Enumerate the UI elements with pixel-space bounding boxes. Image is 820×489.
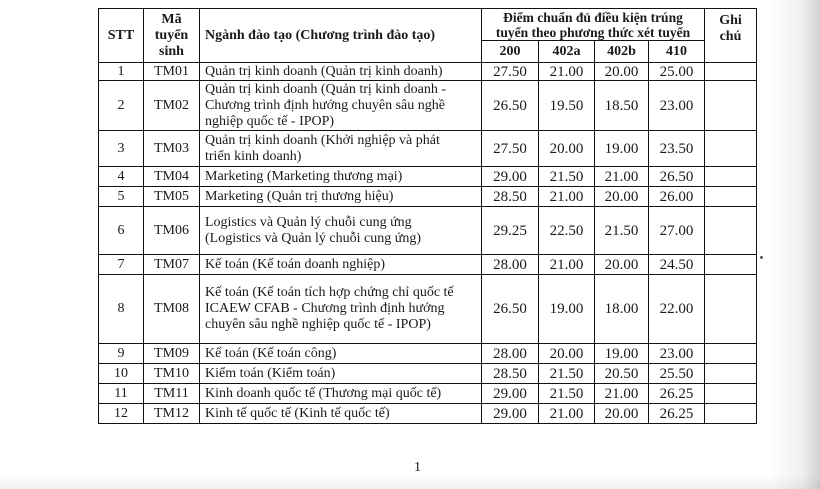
program-code-cell: TM05: [144, 187, 200, 207]
stt-cell: 3: [99, 131, 144, 167]
score-200-cell: 27.50: [482, 131, 539, 167]
header-stt: STT: [99, 9, 144, 63]
program-name-cell: [200, 404, 482, 424]
table-row: [99, 255, 757, 275]
score-402b-cell: 18.00: [595, 275, 649, 344]
table-row: [99, 63, 757, 81]
program-name-line: triển kinh doanh): [205, 148, 302, 164]
program-name-line: Quản trị kinh doanh (Quản trị kinh doanh): [205, 63, 443, 79]
note-cell: [705, 364, 757, 384]
score-402a-cell: 20.00: [539, 131, 595, 167]
score-410-cell: 26.25: [649, 384, 705, 404]
program-name-line: Kiểm toán (Kiểm toán): [205, 365, 336, 381]
score-402a-cell: 21.00: [539, 187, 595, 207]
score-402a-cell: 19.00: [539, 275, 595, 344]
header-method-402b: 402b: [595, 41, 649, 63]
score-402b-cell: 21.50: [595, 207, 649, 255]
stt-cell: 9: [99, 344, 144, 364]
score-410-cell: 23.00: [649, 81, 705, 131]
program-code-cell: TM01: [144, 63, 200, 81]
score-402a-cell: 21.50: [539, 364, 595, 384]
score-200-cell: 26.50: [482, 275, 539, 344]
header-method-402a: 402a: [539, 41, 595, 63]
admission-score-table: [98, 8, 757, 424]
stt-cell: 5: [99, 187, 144, 207]
page-edge-shadow: [802, 0, 820, 489]
score-410-cell: 23.50: [649, 131, 705, 167]
table-row: [99, 404, 757, 424]
score-402b-cell: 20.00: [595, 255, 649, 275]
program-name-cell: [200, 167, 482, 187]
program-code-cell: TM12: [144, 404, 200, 424]
note-cell: [705, 131, 757, 167]
program-name-cell: [200, 384, 482, 404]
score-410-cell: 26.25: [649, 404, 705, 424]
program-name-line: Kinh doanh quốc tế (Thương mại quốc tế): [205, 385, 442, 401]
score-410-cell: 27.00: [649, 207, 705, 255]
stt-cell: 11: [99, 384, 144, 404]
score-402a-cell: 22.50: [539, 207, 595, 255]
program-name-line: Logistics và Quản lý chuỗi cung ứng: [205, 214, 412, 230]
stt-cell: 1: [99, 63, 144, 81]
program-code-cell: TM06: [144, 207, 200, 255]
program-name-cell: [200, 131, 482, 167]
score-402a-cell: 20.00: [539, 344, 595, 364]
score-402a-cell: 21.00: [539, 255, 595, 275]
score-402a-cell: 21.50: [539, 167, 595, 187]
header-method-200: 200: [482, 41, 539, 63]
note-cell: [705, 167, 757, 187]
page-bottom-shade: [0, 475, 820, 489]
program-name-line: chuyên sâu nghề nghiệp quốc tế - IPOP): [205, 317, 431, 332]
table-row: [99, 131, 757, 167]
program-name-line: Kế toán (Kế toán tích hợp chứng chỉ quốc tế: [205, 285, 454, 300]
score-410-cell: 25.00: [649, 63, 705, 81]
score-402a-cell: 21.00: [539, 63, 595, 81]
program-code-cell: TM09: [144, 344, 200, 364]
program-code-cell: TM08: [144, 275, 200, 344]
score-200-cell: 27.50: [482, 63, 539, 81]
stt-cell: 12: [99, 404, 144, 424]
table-row: [99, 81, 757, 131]
stt-cell: 6: [99, 207, 144, 255]
program-name-line: Quản trị kinh doanh (Khởi nghiệp và phát: [205, 132, 440, 148]
program-code-cell: TM03: [144, 131, 200, 167]
program-name-cell: [200, 364, 482, 384]
note-cell: [705, 207, 757, 255]
table-row: [99, 207, 757, 255]
program-name-line: Kế toán (Kế toán doanh nghiệp): [205, 256, 385, 272]
stt-cell: 4: [99, 167, 144, 187]
score-200-cell: 28.00: [482, 344, 539, 364]
note-cell: [705, 81, 757, 131]
score-200-cell: 29.00: [482, 404, 539, 424]
stt-cell: 2: [99, 81, 144, 131]
note-cell: [705, 344, 757, 364]
score-410-cell: 25.50: [649, 364, 705, 384]
score-410-cell: 26.50: [649, 167, 705, 187]
stt-cell: 8: [99, 275, 144, 344]
score-410-cell: 22.00: [649, 275, 705, 344]
program-name-cell: [200, 187, 482, 207]
score-410-cell: 24.50: [649, 255, 705, 275]
program-code-cell: TM11: [144, 384, 200, 404]
header-method-410: 410: [649, 41, 705, 63]
score-200-cell: 26.50: [482, 81, 539, 131]
program-name-line: Quản trị kinh doanh (Quản trị kinh doanh -: [205, 81, 447, 97]
score-200-cell: 29.00: [482, 384, 539, 404]
program-name-cell: [200, 207, 482, 255]
score-402b-cell: 19.00: [595, 344, 649, 364]
header-score-group: Điểm chuẩn đủ điều kiện trúng tuyển theo phương thức xét tuyển: [482, 9, 705, 41]
header-code: Mã tuyển sinh: [144, 9, 200, 63]
program-name-line: Chương trình định hướng chuyên sâu nghề: [205, 97, 445, 113]
table-row: [99, 344, 757, 364]
header-program: Ngành đào tạo (Chương trình đào tạo): [200, 9, 482, 63]
program-name-line: ICAEW CFAB - Chương trình định hướng: [205, 301, 445, 316]
score-200-cell: 28.00: [482, 255, 539, 275]
score-402b-cell: 21.00: [595, 384, 649, 404]
score-402b-cell: 20.50: [595, 364, 649, 384]
note-cell: [705, 275, 757, 344]
stt-cell: 10: [99, 364, 144, 384]
table-row: [99, 275, 757, 344]
score-402b-cell: 20.00: [595, 404, 649, 424]
program-name-cell: [200, 344, 482, 364]
score-410-cell: 23.00: [649, 344, 705, 364]
table-row: [99, 364, 757, 384]
program-name-line: Marketing (Marketing thương mại): [205, 168, 403, 184]
table-row: [99, 167, 757, 187]
score-402b-cell: 20.00: [595, 63, 649, 81]
note-cell: [705, 404, 757, 424]
stt-cell: 7: [99, 255, 144, 275]
table-row: [99, 384, 757, 404]
score-402a-cell: 19.50: [539, 81, 595, 131]
score-200-cell: 29.00: [482, 167, 539, 187]
program-name-cell: [200, 63, 482, 81]
score-410-cell: 26.00: [649, 187, 705, 207]
program-name-line: nghiệp quốc tế - IPOP): [205, 113, 335, 129]
program-code-cell: TM02: [144, 81, 200, 131]
program-name-line: (Logistics và Quản lý chuỗi cung ứng): [205, 230, 421, 246]
score-402a-cell: 21.00: [539, 404, 595, 424]
note-cell: [705, 187, 757, 207]
score-402b-cell: 19.00: [595, 131, 649, 167]
note-cell: [705, 255, 757, 275]
score-402a-cell: 21.50: [539, 384, 595, 404]
program-code-cell: TM10: [144, 364, 200, 384]
program-name-line: Kế toán (Kế toán công): [205, 345, 337, 361]
header-note: Ghi chú: [705, 9, 757, 63]
program-name-cell: [200, 275, 482, 344]
score-200-cell: 29.25: [482, 207, 539, 255]
score-200-cell: 28.50: [482, 364, 539, 384]
program-name-line: Marketing (Quản trị thương hiệu): [205, 188, 394, 204]
program-name-cell: [200, 81, 482, 131]
program-name-line: Kinh tế quốc tế (Kinh tế quốc tế): [205, 405, 390, 421]
note-cell: [705, 384, 757, 404]
score-402b-cell: 20.00: [595, 187, 649, 207]
page-number: 1: [414, 460, 421, 475]
program-code-cell: TM07: [144, 255, 200, 275]
program-code-cell: TM04: [144, 167, 200, 187]
score-200-cell: 28.50: [482, 187, 539, 207]
score-402b-cell: 18.50: [595, 81, 649, 131]
score-402b-cell: 21.00: [595, 167, 649, 187]
scan-speck: [760, 256, 763, 259]
table-row: [99, 187, 757, 207]
program-name-cell: [200, 255, 482, 275]
note-cell: [705, 63, 757, 81]
